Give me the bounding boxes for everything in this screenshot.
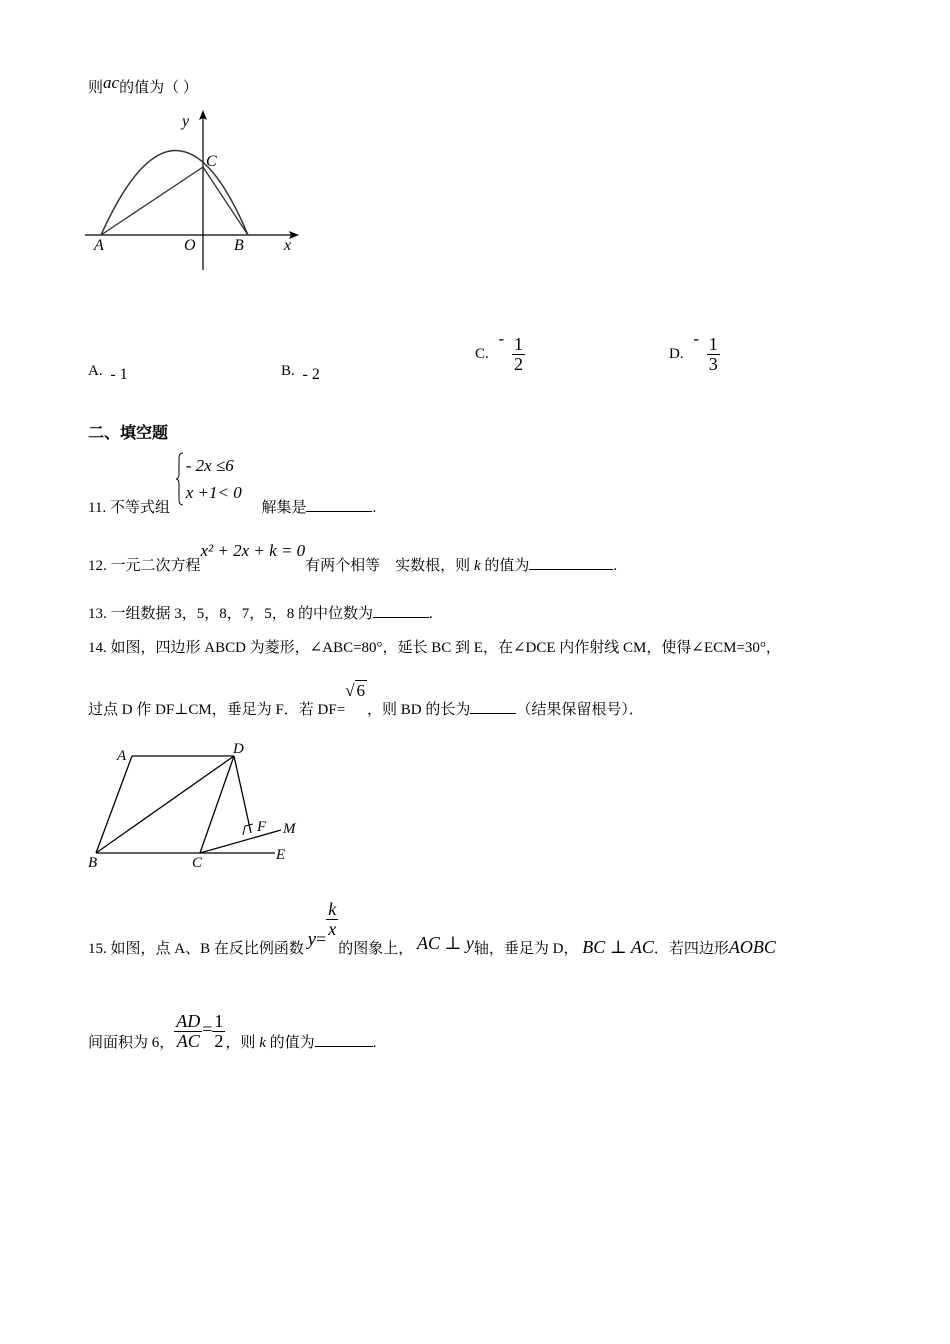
diagonal-bd xyxy=(96,756,234,853)
label-a: A xyxy=(117,748,127,764)
q10-option-c[interactable]: C. - $\frac{1}{2}$ xyxy=(475,328,523,374)
right-angle-mark xyxy=(243,824,253,835)
label-o: O xyxy=(184,237,196,254)
section-title: 二、填空题 xyxy=(88,425,169,442)
q13: 13. 一组数据 3，5，8，7，5，8 的中位数为 . xyxy=(88,602,433,623)
side-ab xyxy=(96,756,132,853)
parabola-curve xyxy=(101,151,248,236)
q10-option-a[interactable]: A. - 1 xyxy=(88,363,128,383)
q12-answer-blank[interactable] xyxy=(529,555,613,570)
q12: 12. 一元二次方程x² + 2x + k = 0有两个相等 实数根，则 k 的值为 . xyxy=(88,541,618,574)
side-dc xyxy=(200,756,234,853)
q10-stem: 则ac的值为（ ） xyxy=(88,73,198,96)
q14-answer-blank[interactable] xyxy=(470,699,516,714)
q11-ineq-2: x +1< 0 xyxy=(185,483,242,502)
q14-line-2: 过点 D 作 DF⊥CM，垂足为 F．若 DF=√ 6，则 BD 的长为 （结果保留根号）． xyxy=(88,681,644,718)
q13-answer-blank[interactable] xyxy=(373,603,429,618)
q10-option-b[interactable]: B. - 2 xyxy=(281,363,320,383)
q12-equation: x² + 2x + k = 0 xyxy=(200,541,306,560)
label-m: M xyxy=(283,821,296,837)
q11-answer-blank[interactable] xyxy=(306,497,372,512)
q10-parabola-figure xyxy=(85,108,305,278)
label-d: D xyxy=(233,741,244,757)
label-y: y xyxy=(182,113,190,130)
system-brace xyxy=(176,452,184,506)
ray-cm xyxy=(200,830,281,853)
label-e: E xyxy=(276,847,286,863)
q15-line-1: 15. 如图，点 A、B 在反比例函数 y= $\frac{k}{x}$ 的图象上， AC ⊥ y轴，垂足为 D， BC ⊥ AC．若四边形AOBC xyxy=(88,899,776,957)
q10-option-d[interactable]: D. - $\frac{1}{3}$ xyxy=(669,328,718,374)
q11: 11. 不等式组 - 2x ≤6 x +1< 0 解集是 . xyxy=(88,452,376,508)
label-c: C xyxy=(206,153,217,170)
q11-ineq-1: - 2x ≤6 xyxy=(185,456,234,475)
q15-answer-blank[interactable] xyxy=(315,1032,373,1047)
label-x: x xyxy=(284,237,292,254)
segment-ac xyxy=(101,167,203,235)
label-f: F xyxy=(257,819,267,835)
q14-line-1: 14. 如图，四边形 ABCD 为菱形，∠ABC=80°，延长 BC 到 E，在∠DCE 内作射线 CM，使得∠ECM=30°， xyxy=(88,640,781,656)
label-a: A xyxy=(94,237,104,254)
segment-cb xyxy=(203,167,248,235)
segment-df xyxy=(234,756,251,833)
q15-line-2: 间面积为 6， $\frac{AD}{AC}$ = $\frac{1}{2}$ ，则 k 的值为 . xyxy=(88,1011,377,1051)
label-c: C xyxy=(192,855,203,871)
q14-rhombus-figure xyxy=(85,738,310,873)
label-b: B xyxy=(88,855,98,871)
sqrt-symbol: √ xyxy=(345,681,355,700)
label-b: B xyxy=(234,237,244,254)
